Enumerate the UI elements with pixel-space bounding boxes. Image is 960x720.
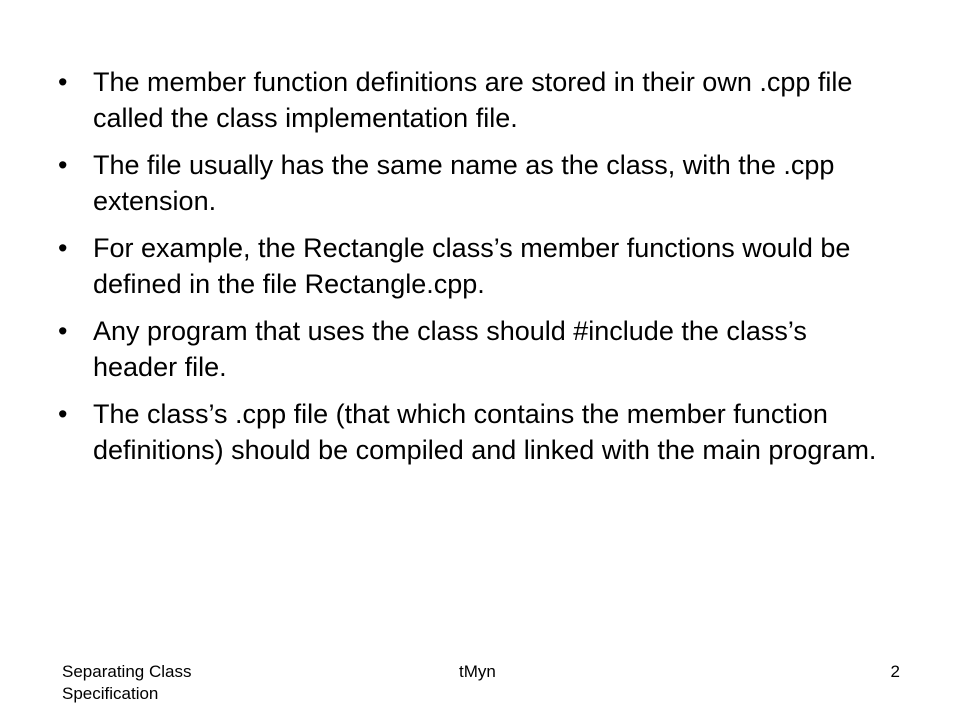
- bullet-text: The member function definitions are stored in their own .cpp file called the class implementation file.: [93, 67, 853, 133]
- bullet-icon: •: [58, 233, 68, 263]
- bullet-item: [58, 396, 898, 468]
- bullet-icon: •: [58, 67, 68, 97]
- bullet-item: [58, 230, 898, 302]
- bullet-text: The class’s .cpp file (that which contains the member function definitions) should be compiled and linked with the main program.: [93, 399, 877, 465]
- bullet-text: Any program that uses the class should #include the class’s header file.: [93, 316, 807, 382]
- bullet-text: The file usually has the same name as the class, with the .cpp extension.: [93, 150, 835, 216]
- bullet-icon: •: [58, 316, 68, 346]
- bullet-text: For example, the Rectangle class’s member functions would be defined in the file Rectangle.cpp.: [93, 233, 851, 299]
- bullet-icon: •: [58, 399, 68, 429]
- page-number: 2: [890, 662, 900, 681]
- bullet-list: [58, 64, 898, 479]
- footer-title: Separating Class Specification: [62, 662, 192, 703]
- footer-author: tMyn: [459, 662, 496, 681]
- bullet-item: [58, 313, 898, 385]
- bullet-icon: •: [58, 150, 68, 180]
- bullet-item: [58, 147, 898, 219]
- bullet-item: [58, 64, 898, 136]
